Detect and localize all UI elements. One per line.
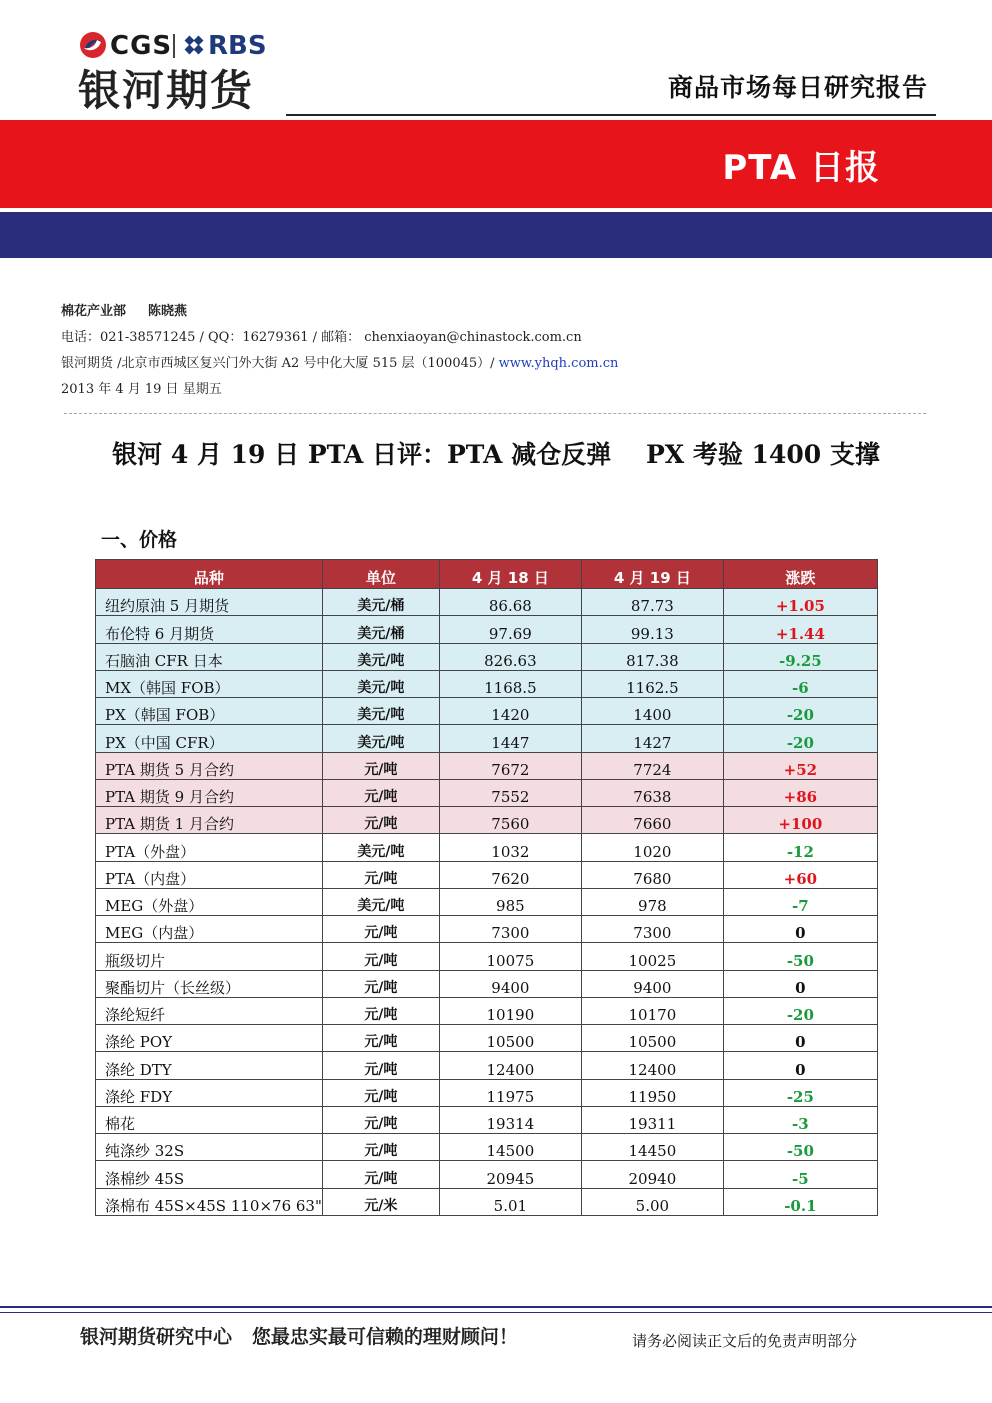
table-row: [96, 916, 878, 943]
change-cell: 0: [723, 916, 877, 943]
table-row: [96, 616, 878, 643]
price-apr19-cell: 7660: [581, 807, 723, 834]
product-name-cell: MEG（内盘）: [96, 916, 323, 943]
unit-cell: 美元/吨: [322, 670, 439, 697]
price-apr18-cell: 7560: [439, 807, 581, 834]
cgs-logo-icon: [78, 30, 108, 60]
unit-cell: 元/吨: [322, 943, 439, 970]
unit-cell: 元/吨: [322, 916, 439, 943]
price-apr19-cell: 14450: [581, 1134, 723, 1161]
change-cell: -7: [723, 888, 877, 915]
product-name-cell: 聚酯切片（长丝级）: [96, 970, 323, 997]
price-apr18-cell: 7620: [439, 861, 581, 888]
price-apr18-cell: 10075: [439, 943, 581, 970]
rbs-logo-icon: [184, 35, 204, 55]
table-row: [96, 1188, 878, 1215]
unit-cell: 元/吨: [322, 752, 439, 779]
product-name-cell: 涤棉布 45S×45S 110×76 63": [96, 1188, 323, 1215]
price-apr19-cell: 9400: [581, 970, 723, 997]
change-cell: -9.25: [723, 643, 877, 670]
table-row: [96, 834, 878, 861]
change-cell: -50: [723, 943, 877, 970]
unit-cell: 美元/桶: [322, 589, 439, 616]
product-name-cell: 棉花: [96, 1106, 323, 1133]
footer-disclaimer: 请务必阅读正文后的免责声明部分: [632, 1332, 858, 1350]
unit-cell: 元/米: [322, 1188, 439, 1215]
column-header: 涨跌: [723, 560, 877, 589]
change-cell: -0.1: [723, 1188, 877, 1215]
column-header: 4 月 19 日: [581, 560, 723, 589]
author-name: 陈晓燕: [148, 304, 188, 319]
price-apr19-cell: 11950: [581, 1079, 723, 1106]
price-apr19-cell: 1162.5: [581, 670, 723, 697]
unit-cell: 美元/吨: [322, 725, 439, 752]
product-name-cell: MEG（外盘）: [96, 888, 323, 915]
unit-cell: 美元/吨: [322, 698, 439, 725]
price-apr18-cell: 1032: [439, 834, 581, 861]
table-row: [96, 643, 878, 670]
logo-partner-text: RBS: [208, 31, 267, 61]
change-cell: 0: [723, 1052, 877, 1079]
price-apr18-cell: 1420: [439, 698, 581, 725]
change-cell: -25: [723, 1079, 877, 1106]
unit-cell: 元/吨: [322, 997, 439, 1024]
unit-cell: 元/吨: [322, 970, 439, 997]
price-apr18-cell: 97.69: [439, 616, 581, 643]
logo-brand-text: CGS: [110, 31, 173, 61]
unit-cell: 元/吨: [322, 1052, 439, 1079]
change-cell: -5: [723, 1161, 877, 1188]
price-apr18-cell: 20945: [439, 1161, 581, 1188]
unit-cell: 美元/桶: [322, 616, 439, 643]
table-row: [96, 970, 878, 997]
price-apr18-cell: 826.63: [439, 643, 581, 670]
table-row: [96, 1079, 878, 1106]
address-text: 银河期货 /北京市西城区复兴门外大街 A2 号中化大厦 515 层（100045）/: [61, 356, 499, 371]
contact-line: 电话：021-38571245 / QQ：16279361 / 邮箱： chenxiaoyan@chinastock.com.cn: [61, 330, 582, 345]
change-cell: -6: [723, 670, 877, 697]
change-cell: +60: [723, 861, 877, 888]
footer-divider: [0, 1306, 992, 1308]
table-row: [96, 670, 878, 697]
price-apr18-cell: 7552: [439, 779, 581, 806]
price-apr18-cell: 1168.5: [439, 670, 581, 697]
table-row: [96, 1134, 878, 1161]
price-apr18-cell: 11975: [439, 1079, 581, 1106]
unit-cell: 美元/吨: [322, 888, 439, 915]
price-apr18-cell: 9400: [439, 970, 581, 997]
department: 棉花产业部: [61, 304, 127, 319]
unit-cell: 元/吨: [322, 1161, 439, 1188]
price-apr19-cell: 1427: [581, 725, 723, 752]
price-apr18-cell: 7672: [439, 752, 581, 779]
price-apr19-cell: 99.13: [581, 616, 723, 643]
change-cell: +1.44: [723, 616, 877, 643]
change-cell: 0: [723, 970, 877, 997]
unit-cell: 元/吨: [322, 779, 439, 806]
change-cell: -20: [723, 725, 877, 752]
product-name-cell: 涤纶 FDY: [96, 1079, 323, 1106]
product-name-cell: PTA（外盘）: [96, 834, 323, 861]
company-name: 银河期货: [78, 66, 255, 115]
price-apr19-cell: 1400: [581, 698, 723, 725]
change-cell: +52: [723, 752, 877, 779]
price-apr19-cell: 12400: [581, 1052, 723, 1079]
table-row: [96, 888, 878, 915]
unit-cell: 元/吨: [322, 1134, 439, 1161]
table-row: [96, 1052, 878, 1079]
table-row: [96, 725, 878, 752]
price-apr19-cell: 7300: [581, 916, 723, 943]
unit-cell: 美元/吨: [322, 834, 439, 861]
table-row: [96, 1161, 878, 1188]
price-apr18-cell: 5.01: [439, 1188, 581, 1215]
product-name-cell: PTA 期货 9 月合约: [96, 779, 323, 806]
change-cell: +86: [723, 779, 877, 806]
report-type-title: 商品市场每日研究报告: [667, 73, 928, 102]
logo-divider: [173, 34, 175, 58]
table-row: [96, 1106, 878, 1133]
unit-cell: 美元/吨: [322, 643, 439, 670]
price-apr19-cell: 10170: [581, 997, 723, 1024]
price-apr18-cell: 14500: [439, 1134, 581, 1161]
product-name-cell: 涤棉纱 45S: [96, 1161, 323, 1188]
header-divider: [286, 114, 936, 116]
report-title: PTA 日报: [722, 148, 880, 188]
price-apr18-cell: 10500: [439, 1025, 581, 1052]
price-apr18-cell: 985: [439, 888, 581, 915]
product-name-cell: PX（中国 CFR）: [96, 725, 323, 752]
table-row: [96, 698, 878, 725]
unit-cell: 元/吨: [322, 1106, 439, 1133]
column-header: 4 月 18 日: [439, 560, 581, 589]
website-link[interactable]: www.yhqh.com.cn: [498, 356, 619, 371]
unit-cell: 元/吨: [322, 1079, 439, 1106]
change-cell: -12: [723, 834, 877, 861]
price-apr18-cell: 86.68: [439, 589, 581, 616]
unit-cell: 元/吨: [322, 807, 439, 834]
column-header: 品种: [96, 560, 323, 589]
price-apr19-cell: 7638: [581, 779, 723, 806]
author-line: [61, 303, 187, 321]
change-cell: -20: [723, 997, 877, 1024]
product-name-cell: PTA 期货 5 月合约: [96, 752, 323, 779]
price-apr19-cell: 10500: [581, 1025, 723, 1052]
price-table: [95, 559, 878, 1216]
product-name-cell: PTA 期货 1 月合约: [96, 807, 323, 834]
table-header-row: [96, 560, 878, 589]
table-row: [96, 861, 878, 888]
footer-slogan: 银河期货研究中心 您最忠实最可信赖的理财顾问！: [80, 1326, 518, 1348]
column-header: 单位: [322, 560, 439, 589]
change-cell: 0: [723, 1025, 877, 1052]
change-cell: -20: [723, 698, 877, 725]
change-cell: -3: [723, 1106, 877, 1133]
unit-cell: 元/吨: [322, 861, 439, 888]
price-apr19-cell: 978: [581, 888, 723, 915]
dashed-divider: [64, 413, 926, 414]
price-apr18-cell: 19314: [439, 1106, 581, 1133]
price-apr19-cell: 19311: [581, 1106, 723, 1133]
product-name-cell: 瓶级切片: [96, 943, 323, 970]
price-apr19-cell: 10025: [581, 943, 723, 970]
price-apr19-cell: 817.38: [581, 643, 723, 670]
product-name-cell: 布伦特 6 月期货: [96, 616, 323, 643]
price-apr19-cell: 7680: [581, 861, 723, 888]
price-apr18-cell: 10190: [439, 997, 581, 1024]
article-title: 银河 4 月 19 日 PTA 日评：PTA 减仓反弹 PX 考验 1400 支撑: [112, 440, 880, 469]
product-name-cell: PTA（内盘）: [96, 861, 323, 888]
change-cell: -50: [723, 1134, 877, 1161]
product-name-cell: 纯涤纱 32S: [96, 1134, 323, 1161]
table-row: [96, 997, 878, 1024]
price-apr18-cell: 7300: [439, 916, 581, 943]
change-cell: +100: [723, 807, 877, 834]
report-date: 2013 年 4 月 19 日 星期五: [61, 382, 222, 397]
unit-cell: 元/吨: [322, 1025, 439, 1052]
footer-divider-thin: [0, 1312, 992, 1313]
table-row: [96, 752, 878, 779]
price-apr19-cell: 1020: [581, 834, 723, 861]
product-name-cell: 纽约原油 5 月期货: [96, 589, 323, 616]
product-name-cell: 涤纶 POY: [96, 1025, 323, 1052]
price-apr19-cell: 5.00: [581, 1188, 723, 1215]
table-row: [96, 943, 878, 970]
price-apr18-cell: 1447: [439, 725, 581, 752]
header-navy-band: [0, 212, 992, 258]
table-row: [96, 589, 878, 616]
section-heading: 一、价格: [101, 529, 178, 551]
price-apr19-cell: 7724: [581, 752, 723, 779]
product-name-cell: MX（韩国 FOB）: [96, 670, 323, 697]
product-name-cell: PX（韩国 FOB）: [96, 698, 323, 725]
table-row: [96, 1025, 878, 1052]
address-line: [61, 355, 618, 373]
price-apr19-cell: 20940: [581, 1161, 723, 1188]
table-row: [96, 779, 878, 806]
product-name-cell: 涤纶短纤: [96, 997, 323, 1024]
product-name-cell: 石脑油 CFR 日本: [96, 643, 323, 670]
table-row: [96, 807, 878, 834]
price-apr19-cell: 87.73: [581, 589, 723, 616]
price-apr18-cell: 12400: [439, 1052, 581, 1079]
change-cell: +1.05: [723, 589, 877, 616]
product-name-cell: 涤纶 DTY: [96, 1052, 323, 1079]
